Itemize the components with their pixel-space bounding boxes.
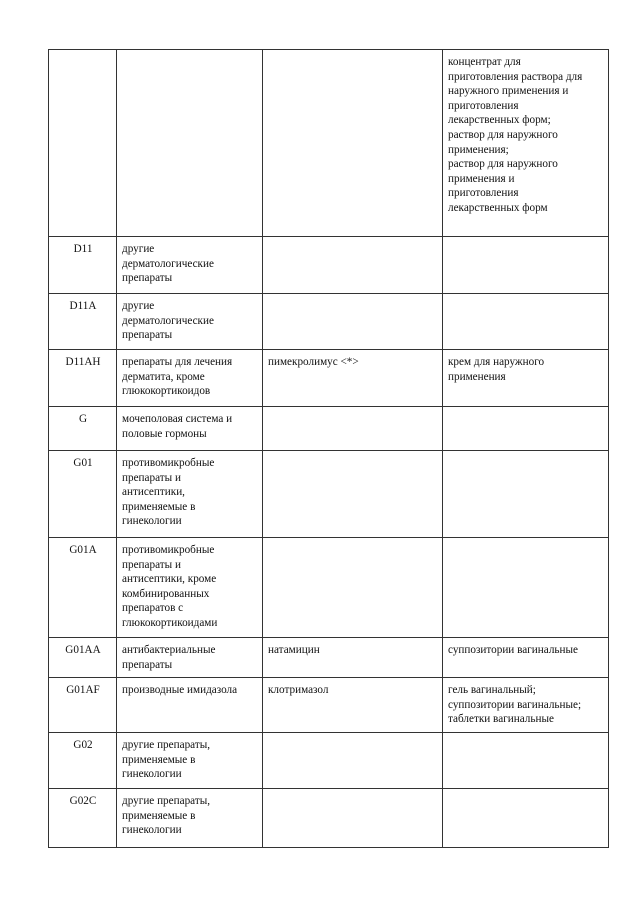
atc-group-cell [117, 237, 263, 294]
atc-code-cell: D11AH [49, 350, 117, 407]
dosage-form-cell [443, 237, 609, 294]
dosage-form-cell [443, 50, 609, 237]
drug-table [48, 49, 609, 848]
drug-name-cell [263, 678, 443, 733]
dosage-form-cell [443, 538, 609, 638]
atc-group-cell [117, 678, 263, 733]
atc-code-cell: D11 [49, 237, 117, 294]
dosage-form-cell-line: раствор для наружного [448, 128, 558, 141]
atc-group-cell-line: комбинированных [122, 587, 210, 600]
table-row [49, 407, 609, 451]
atc-group-cell-line: дерматита, кроме [122, 370, 205, 383]
atc-group-cell-line: препараты и [122, 558, 181, 571]
table-row [49, 789, 609, 848]
dosage-form-cell [443, 407, 609, 451]
drug-name-cell-line: натамицин [268, 644, 320, 656]
atc-code-cell: G02C [49, 789, 117, 848]
atc-code-cell: G01AF [49, 678, 117, 733]
drug-name-cell [263, 350, 443, 407]
dosage-form-cell-line: наружного применения и [448, 85, 569, 98]
table-row [49, 237, 609, 294]
atc-code-cell: G01A [49, 538, 117, 638]
dosage-form-cell-line: лекарственных форм [448, 201, 548, 214]
atc-group-cell [117, 294, 263, 350]
atc-group-cell-line: глюкокортикоидами [122, 616, 218, 629]
dosage-form-cell-line: концентрат для [448, 56, 521, 68]
drug-name-cell [263, 789, 443, 848]
table-row [49, 733, 609, 789]
atc-code-cell: D11A [49, 294, 117, 350]
dosage-form-cell-line: приготовления [448, 99, 519, 112]
dosage-form-cell [443, 350, 609, 407]
table-row [49, 638, 609, 678]
dosage-form-cell-line: применения; [448, 143, 509, 156]
drug-name-cell-line: клотримазол [268, 684, 329, 696]
table-row [49, 451, 609, 538]
drug-name-cell [263, 733, 443, 789]
atc-group-cell [117, 789, 263, 848]
drug-name-cell [263, 538, 443, 638]
atc-group-cell-line: половые гормоны [122, 427, 207, 440]
drug-name-cell [263, 451, 443, 538]
atc-group-cell-line: антибактериальные [122, 644, 216, 656]
dosage-form-cell-line: раствор для наружного [448, 158, 558, 171]
dosage-form-cell-line: крем для наружного [448, 356, 545, 368]
dosage-form-cell [443, 451, 609, 538]
atc-group-cell [117, 733, 263, 789]
dosage-form-cell-line: приготовления раствора для [448, 70, 583, 83]
atc-group-cell-line: другие препараты, [122, 739, 211, 751]
atc-group-cell-line: противомикробные [122, 457, 215, 469]
atc-code-cell [49, 50, 117, 237]
atc-group-cell [117, 451, 263, 538]
atc-group-cell-line: гинекологии [122, 768, 182, 781]
atc-group-cell-line: применяемые в [122, 753, 196, 766]
atc-code-cell: G01 [49, 451, 117, 538]
atc-group-cell-line: антисептики, [122, 486, 185, 499]
atc-group-cell-line: препараты и [122, 471, 181, 484]
dosage-form-cell [443, 733, 609, 789]
dosage-form-cell-line: лекарственных форм; [448, 114, 551, 127]
atc-group-cell [117, 538, 263, 638]
atc-code-cell: G02 [49, 733, 117, 789]
drug-name-cell [263, 294, 443, 350]
drug-name-cell [263, 237, 443, 294]
atc-group-cell-line: препаратов с [122, 602, 184, 615]
atc-group-cell-line: гинекологии [122, 515, 182, 528]
dosage-form-cell-line: применения и [448, 172, 515, 185]
atc-group-cell-line: применяемые в [122, 809, 196, 822]
drug-name-cell [263, 638, 443, 678]
atc-group-cell [117, 350, 263, 407]
dosage-form-cell-line: применения [448, 370, 506, 383]
atc-group-cell-line: препараты [122, 272, 173, 285]
atc-group-cell-line: производные имидазола [122, 684, 238, 696]
atc-group-cell [117, 407, 263, 451]
drug-name-cell [263, 50, 443, 237]
atc-code-cell: G [49, 407, 117, 451]
drug-name-cell-line: пимекролимус <*> [268, 356, 359, 368]
atc-group-cell-line: антисептики, кроме [122, 573, 217, 586]
atc-group-cell [117, 50, 263, 237]
atc-group-cell-line: мочеполовая система и [122, 413, 233, 425]
atc-group-cell-line: препараты [122, 329, 173, 342]
atc-group-cell-line: дерматологические [122, 257, 214, 270]
dosage-form-cell-line: таблетки вагинальные [448, 713, 554, 726]
dosage-form-cell [443, 638, 609, 678]
table-row [49, 538, 609, 638]
drug-table-body [49, 50, 609, 848]
atc-group-cell [117, 638, 263, 678]
atc-group-cell-line: гинекологии [122, 824, 182, 837]
atc-group-cell-line: другие препараты, [122, 795, 211, 807]
atc-group-cell-line: препараты для лечения [122, 356, 233, 368]
atc-group-cell-line: глюкокортикоидов [122, 385, 211, 398]
atc-group-cell-line: дерматологические [122, 314, 214, 327]
table-row [49, 678, 609, 733]
drug-name-cell [263, 407, 443, 451]
dosage-form-cell-line: суппозитории вагинальные; [448, 698, 582, 711]
atc-group-cell-line: другие [122, 300, 155, 312]
atc-group-cell-line: противомикробные [122, 544, 215, 556]
atc-group-cell-line: другие [122, 243, 155, 255]
table-row [49, 50, 609, 237]
dosage-form-cell [443, 678, 609, 733]
dosage-form-cell [443, 294, 609, 350]
dosage-form-cell-line: гель вагинальный; [448, 684, 536, 696]
atc-group-cell-line: применяемые в [122, 500, 196, 513]
atc-code-cell: G01AA [49, 638, 117, 678]
table-row [49, 350, 609, 407]
atc-group-cell-line: препараты [122, 658, 173, 671]
dosage-form-cell-line: приготовления [448, 187, 519, 200]
table-row [49, 294, 609, 350]
dosage-form-cell [443, 789, 609, 848]
dosage-form-cell-line: суппозитории вагинальные [448, 644, 578, 656]
